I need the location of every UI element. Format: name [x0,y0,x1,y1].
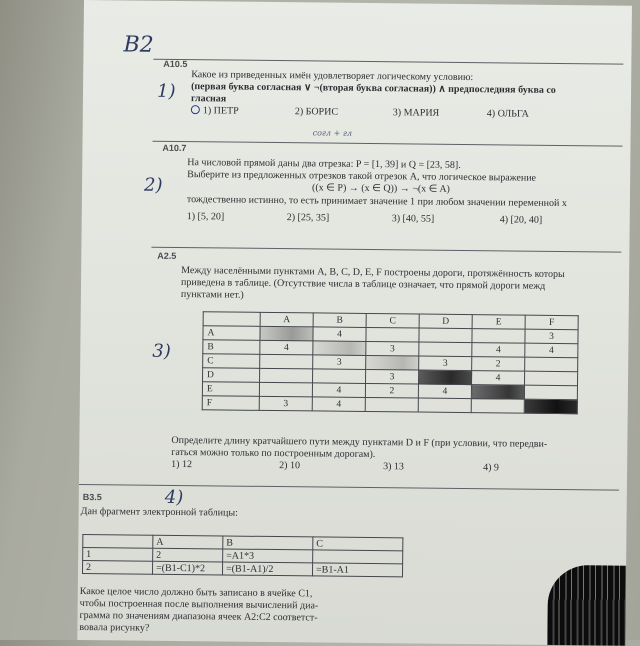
table-row [202,396,577,414]
selected-answer-mark [191,105,200,114]
q2-formula: ((x ∈ P) → (x ∈ Q)) → ¬(x ∈ A) [311,182,450,195]
column-header: C [313,537,403,551]
q3-text-1: Между населёнными пунктами A, B, C, D, E, F построены дороги, протяжённость которы [181,265,565,281]
table-cell [419,342,472,357]
table-cell: 4 [313,327,366,342]
row-header: A [203,326,260,341]
q1-option-4[interactable]: 4) ОЛЬГА [486,108,529,120]
sheet-cell: =B1-A1 [312,563,402,577]
row-header: F [202,396,259,411]
table-cell [418,398,471,413]
row-header: C [203,354,260,369]
table-cell [259,382,312,397]
q4-text-3: грамма по значениям диапазона ячеек A2:C2 соответст- [79,609,318,624]
q4-text-2: чтобы построенная после выполнения вычислений диа- [79,597,319,612]
q4-number: 4) [164,486,184,509]
column-header: E [472,315,525,330]
variant-label: B2 [123,32,154,58]
row-header: B [203,340,260,355]
table-cell [365,397,418,412]
table-cell: 4 [418,384,471,399]
q2-text-1: На числовой прямой даны два отрезка: P = [1, 39] и Q = [23, 58]. [187,157,461,171]
worksheet-page [77,0,632,646]
table-cell [472,329,525,344]
q2-number: 2) [143,174,163,196]
column-header: A [153,535,223,549]
q4-text-1: Какое целое число должно быть записано в ячейке C1, [79,585,313,600]
table-cell [260,368,313,383]
q3-option-3[interactable]: 3) 13 [383,461,405,473]
sheet-cell: =(B1-C1)*2 [152,561,222,575]
q3-question-2: гаться можно только по построенным дорогам). [171,446,376,461]
row-header: 2 [82,561,152,575]
row-header: 1 [83,548,153,562]
table-cell [260,354,313,369]
table-cell [313,341,366,356]
sheet-corner-cell [83,535,153,549]
column-header: B [313,313,366,328]
q1-option-1[interactable]: 1) ПЕТР [191,105,239,117]
q1-text-1: Какое из приведенных имён удовлетворяет логическому условию: [191,69,474,84]
q3-number: 3) [152,340,171,362]
divider [79,484,619,491]
table-cell [471,385,524,400]
table-cell: 3 [365,369,418,384]
table-cell [524,371,577,386]
table-cell: 4 [312,383,365,398]
sheet-cell: 2 [153,548,223,562]
table-cell [366,327,419,342]
q1-handwritten-note: согл + гл [312,128,353,138]
table-cell [366,355,419,370]
q3-code: A2.5 [157,250,177,261]
q3-option-2[interactable]: 2) 10 [279,460,301,472]
column-header: A [260,312,313,327]
q2-option-3[interactable]: 3) [40, 55] [391,213,435,225]
table-cell: 2 [365,383,418,398]
table-cell [418,370,471,385]
q1-number: 1) [156,80,176,102]
q2-option-1[interactable]: 1) [5, 20] [186,211,225,223]
q4-intro: Дан фрагмент электронной таблицы: [80,505,238,519]
row-header: E [202,382,259,397]
column-header: C [366,313,419,328]
table-cell: 4 [472,343,525,358]
distance-table [202,311,579,414]
table-cell: 3 [366,341,419,356]
table-cell: 3 [313,355,366,370]
q3-text-3: пунктами нет.) [180,289,244,301]
q1-option-2[interactable]: 2) БОРИС [294,106,339,118]
sheet-cell: =A1*3 [223,549,313,563]
q1-text-3: гласная [190,93,227,105]
table-cell: 3 [525,329,578,344]
q1-text-2: (первая буква согласная ∨ ¬(вторая буква согласная)) ∧ предпоследняя буква со [191,81,556,96]
column-header: F [525,315,578,330]
row-header: D [203,368,260,383]
divider [153,141,623,147]
table-cell [419,328,472,343]
table-cell: 3 [419,356,472,371]
table-cell [471,399,524,414]
q2-text-4: тождественно истинно, то есть принимает значение 1 при любом значении переменной x [186,194,567,210]
table-cell: 4 [260,340,313,355]
q3-option-4[interactable]: 4) 9 [483,462,500,474]
q1-code: A10.5 [163,58,188,70]
column-header: B [223,536,313,550]
sheet-cell: =(B1-A1)/2 [222,562,312,576]
q4-code: B3.5 [82,492,102,503]
q3-text-2: приведена в таблице. (Отсутствие числа в таблице означает, что прямой дороги межд [180,277,546,292]
table-cell [524,399,577,414]
divider [151,247,621,253]
table-cell [260,326,313,341]
q4-text-4: вовала рисунку? [79,621,150,634]
diagram-fragment [547,565,632,646]
table-cell: 3 [259,396,312,411]
q1-option-3[interactable]: 3) МАРИЯ [392,107,440,119]
table-cell: 4 [471,371,524,386]
divider [153,59,623,65]
q2-code: A10.7 [162,142,187,154]
table-cell: 4 [525,343,578,358]
table-cell [313,369,366,384]
q3-question-1: Определите длину кратчайшего пути между пунктами D и F (при условии, что передви- [171,434,548,450]
sheet-row [82,561,402,577]
table-cell [525,357,578,372]
sheet-cell [313,550,403,564]
q3-option-1[interactable]: 1) 12 [171,458,193,471]
column-header: D [419,314,472,329]
table-cell: 2 [472,357,525,372]
table-cell [524,385,577,400]
q2-text-2: Выберите из предложенных отрезков такой отрезок A, что логическое выражение [187,169,537,184]
table-corner-cell [203,312,260,327]
q2-option-4[interactable]: 4) [20, 40] [499,214,543,226]
q2-option-2[interactable]: 2) [25, 35] [286,212,330,224]
spreadsheet-fragment [82,534,403,577]
table-cell: 4 [312,397,365,412]
